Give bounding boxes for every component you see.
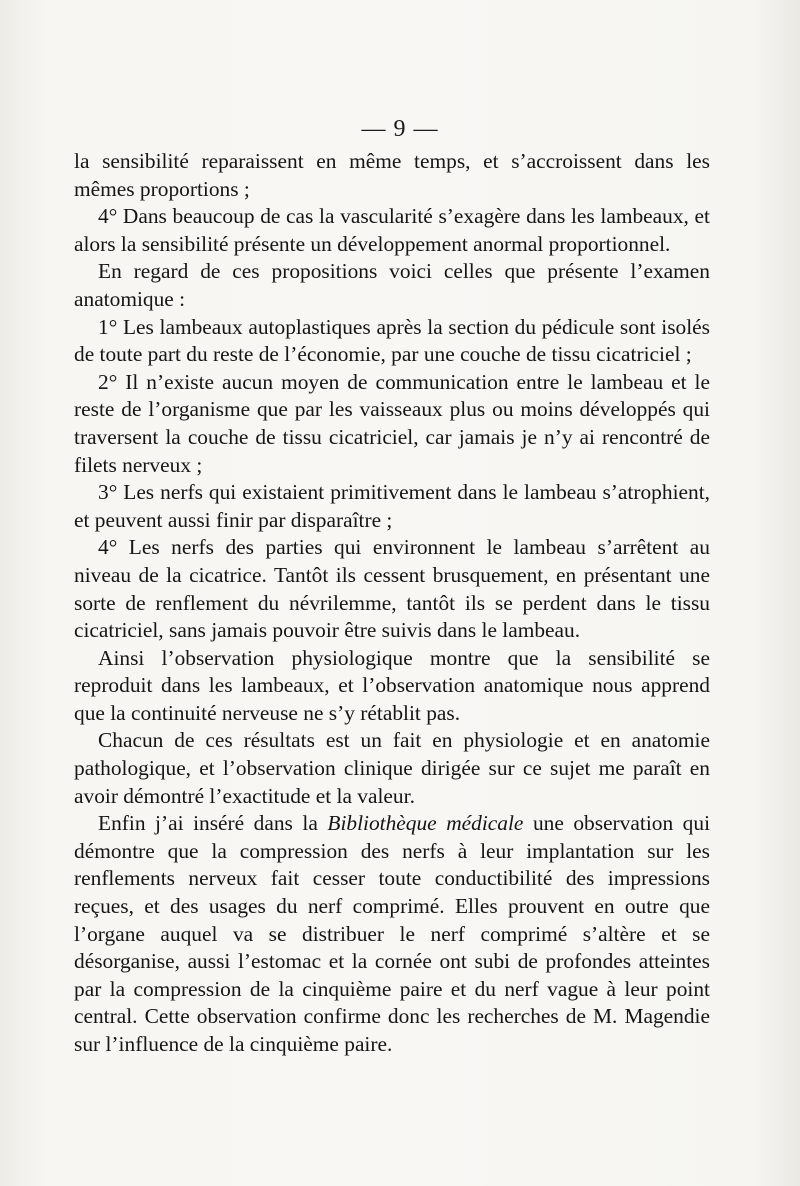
paragraph-text: une observation qui démontre que la compression des nerfs à leur implantation sur les renflements nerveux fait cesser toute conductibilité des impressions reçues, et des usages du nerf comprimé. Elles prouvent en outre que l’organe auquel va se distribuer le nerf comprimé s’altère et se désorganise, aussi l’estomac et la cornée ont subi de profondes atteintes par la compression de la cinquième paire et du nerf vague à leur point central. Cette observation confirme donc les recherches de M. Magendie sur l’influence de la cinquième paire.	[74, 811, 711, 1056]
paragraph: 4° Les nerfs des parties qui environnent le lambeau s’arrêtent au niveau de la cicatrice. Tantôt ils cessent brusquement, en présentant une sorte de renflement du névrilemme, tantôt ils se perdent dans le tissu cicatriciel, sans jamais pouvoir être suivis dans le lambeau.	[74, 535, 710, 643]
paragraph: Ainsi l’observation physiologique montre que la sensibilité se reproduit dans les lambeaux, et l’observation anatomique nous apprend que la continuité nerveuse ne s’y rétablit pas.	[74, 645, 710, 725]
paragraph: Chacun de ces résultats est un fait en physiologie et en anatomie pathologique, et l’observation clinique dirigée sur ce sujet me paraît en avoir démontré l’exactitude et la valeur.	[74, 728, 710, 808]
paragraph: 1° Les lambeaux autoplastiques après la section du pédicule sont isolés de toute part du reste de l’économie, par une couche de tissu cicatriciel ;	[74, 314, 710, 367]
body-text	[74, 148, 710, 1059]
paragraph	[74, 810, 710, 1058]
page-number: — 9 —	[361, 116, 439, 142]
paragraph: En regard de ces propositions voici celles que présente l’examen anatomique :	[74, 259, 710, 311]
paragraph: 4° Dans beaucoup de cas la vascularité s’exagère dans les lambeaux, et alors la sensibilité présente un développement anormal proportionnel.	[74, 204, 710, 256]
paragraph-text: Enfin j’ai inséré dans la	[98, 811, 328, 836]
paragraph: 2° Il n’existe aucun moyen de communication entre le lambeau et le reste de l’organisme que par les vaisseaux plus ou moins développés qui traversent la couche de tissu cicatriciel, car jamais je n’y ai rencontré de filets nerveux ;	[74, 369, 710, 477]
paragraph: 3° Les nerfs qui existaient primitivement dans le lambeau s’atrophient, et peuvent aussi finir par disparaître ;	[74, 480, 710, 532]
paragraph: la sensibilité reparaissent en même temps, et s’accroissent dans les mêmes proportions ;	[74, 149, 710, 201]
book-title-italic: Bibliothèque médicale	[327, 811, 524, 836]
